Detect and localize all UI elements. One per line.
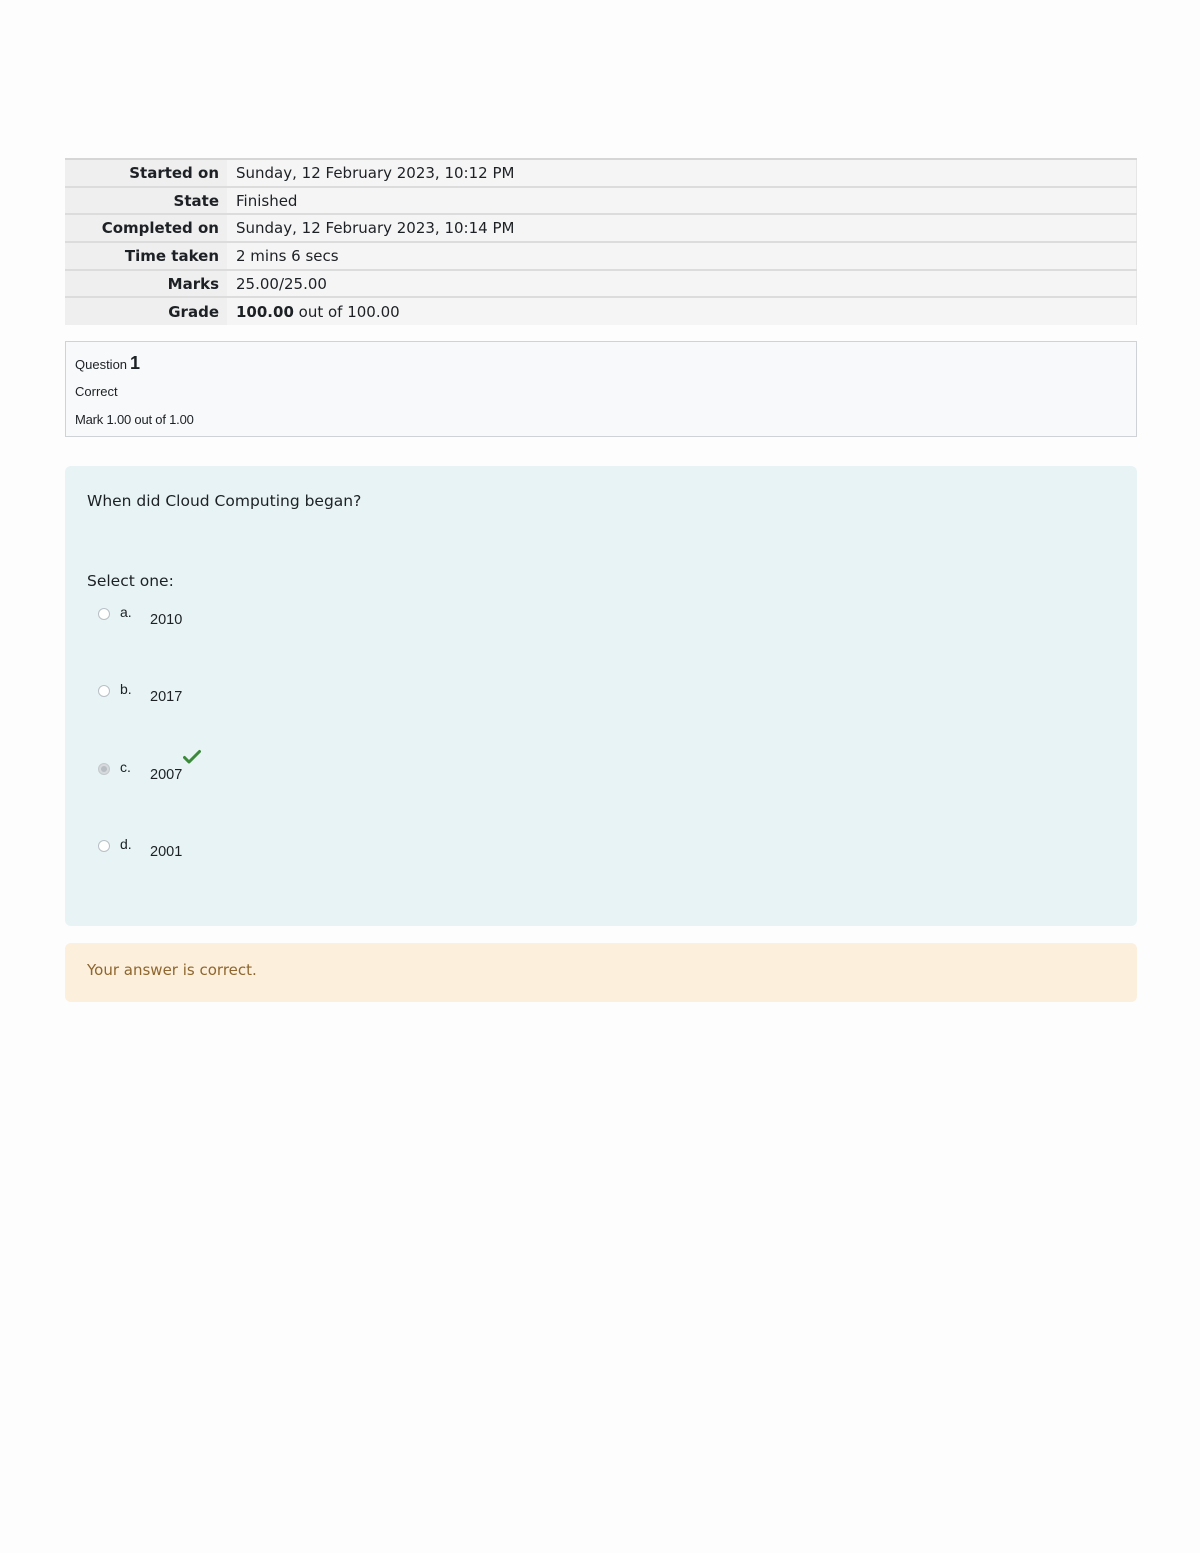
radio-button[interactable]	[98, 685, 110, 697]
summary-row-state	[65, 187, 1137, 215]
summary-row-started	[65, 159, 1137, 187]
summary-value: 25.00/25.00	[227, 270, 1137, 298]
question-label: Question	[75, 357, 128, 372]
summary-value	[227, 297, 1137, 325]
question-mark: Mark 1.00 out of 1.00	[75, 412, 194, 427]
question-text: When did Cloud Computing began?	[87, 492, 362, 510]
summary-row-grade	[65, 297, 1137, 325]
summary-label: Marks	[65, 270, 227, 298]
answer-option-d[interactable]	[95, 836, 395, 866]
select-one-prompt: Select one:	[87, 572, 174, 590]
question-info-box	[65, 341, 1137, 437]
summary-label: Grade	[65, 297, 227, 325]
summary-label: State	[65, 187, 227, 215]
summary-label: Completed on	[65, 214, 227, 242]
question-state: Correct	[75, 384, 118, 399]
answer-text: 2007	[150, 767, 183, 783]
attempt-summary-table	[65, 158, 1137, 325]
answer-letter: c.	[120, 759, 131, 775]
check-icon	[183, 749, 201, 765]
question-formulation	[65, 466, 1137, 926]
summary-label: Time taken	[65, 242, 227, 270]
answer-option-b[interactable]	[95, 681, 395, 711]
answer-option-c[interactable]	[95, 759, 395, 789]
answer-letter: b.	[120, 681, 132, 697]
summary-row-marks	[65, 270, 1137, 298]
grade-out-of: out of 100.00	[293, 302, 400, 321]
question-number	[75, 353, 140, 374]
answer-text: 2001	[150, 844, 183, 860]
summary-value: 2 mins 6 secs	[227, 242, 1137, 270]
summary-value: Sunday, 12 February 2023, 10:12 PM	[227, 159, 1137, 187]
feedback-text: Your answer is correct.	[87, 961, 257, 979]
radio-button[interactable]	[98, 608, 110, 620]
answer-letter: a.	[120, 604, 132, 620]
summary-row-completed	[65, 214, 1137, 242]
answer-option-a[interactable]	[95, 604, 395, 634]
radio-button[interactable]	[98, 840, 110, 852]
summary-value: Finished	[227, 187, 1137, 215]
answer-text: 2017	[150, 689, 183, 705]
question-number-value: 1	[130, 353, 141, 373]
summary-label: Started on	[65, 159, 227, 187]
feedback-box	[65, 943, 1137, 1002]
radio-button-selected[interactable]	[98, 763, 110, 775]
answer-letter: d.	[120, 836, 132, 852]
summary-value: Sunday, 12 February 2023, 10:14 PM	[227, 214, 1137, 242]
summary-row-time-taken	[65, 242, 1137, 270]
grade-score: 100.00	[236, 302, 294, 321]
answer-text: 2010	[150, 612, 183, 628]
